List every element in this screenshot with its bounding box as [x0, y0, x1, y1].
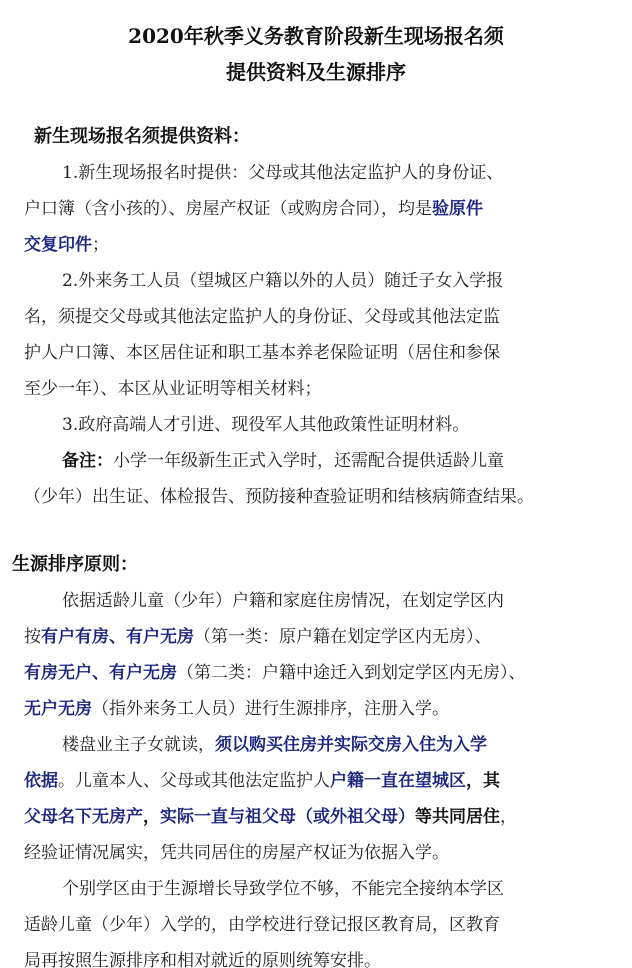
p1-line-2: [24, 622, 620, 657]
p2-line-2: [24, 766, 620, 801]
item-1-text: 户口簿（含小孩的）、房屋产权证（或购房合同），均是: [24, 199, 432, 219]
p1-line-1: 依据适龄儿童（少年）户籍和家庭住房情况，在划定学区内: [62, 591, 504, 611]
p2-emphasis-2: 依据: [24, 771, 58, 791]
p3-line-1: 个别学区由于生源增长导致学位不够，不能完全接纳本学区: [62, 879, 504, 899]
note-text: 小学一年级新生正式入学时，还需配合提供适龄儿童: [113, 451, 504, 471]
p2-text-2: 。儿童本人、父母或其他法定监护人: [58, 771, 330, 791]
section-heading-ordering: 生源排序原则：: [12, 554, 138, 575]
p1-text-4: （指外来务工人员）进行生源排序，注册入学。: [92, 699, 449, 719]
item-1-punct: ；: [92, 235, 109, 255]
document-title-line-1: 2020年秋季义务教育阶段新生现场报名须: [128, 24, 504, 48]
item-1-line-2: [24, 194, 620, 229]
item-1-line-1: 1.新生现场报名时提供：父母或其他法定监护人的身份证、: [62, 163, 504, 183]
item-2-line-4: 至少一年）、本区从业证明等相关材料；: [24, 379, 322, 399]
p2-line-3: [24, 802, 620, 837]
item-1-emphasis: 验原件: [432, 199, 483, 219]
note-line-1: [62, 446, 620, 481]
p1-text-2: （第一类：原户籍在划定学区内无房）、: [194, 627, 492, 647]
p2-comma-2: ，: [500, 807, 517, 827]
p2-line-4: 经验证情况属实，凭共同居住的房屋产权证为依据入学。: [24, 843, 449, 863]
p2-emphasis-3: 户籍一直在望城区: [330, 771, 466, 791]
p2-emphasis-4: 父母名下无房产: [24, 807, 143, 827]
p1-text-3: （第二类：户籍中途迁入到划定学区内无房）、: [177, 663, 526, 683]
p1-emphasis-2: 有房无户、有户无房: [24, 663, 177, 683]
item-2-line-2: 名，须提交父母或其他法定监护人的身份证、父母或其他法定监: [24, 307, 500, 327]
note-line-2: （少年）出生证、体检报告、预防接种查验证明和结核病筛查结果。: [24, 487, 534, 507]
item-2-line-1: 2.外来务工人员（望城区户籍以外的人员）随迁子女入学报: [62, 271, 504, 291]
p3-line-3: 局再按照生源排序和相对就近的原则统筹安排。: [24, 951, 381, 968]
p2-emphasis-5: 实际一直与祖父母（或外祖父母）: [160, 807, 415, 827]
document-title-line-2: 提供资料及生源排序: [226, 60, 406, 84]
p2-text-3: ，其: [466, 771, 500, 791]
p1-line-4: [24, 694, 620, 729]
p2-text: 楼盘业主子女就读，: [62, 735, 215, 755]
p1-emphasis: 有户有房、有户无房: [41, 627, 194, 647]
p2-line-1: [62, 730, 620, 765]
item-2-line-3: 护人户口簿、本区居住证和职工基本养老保险证明（居住和参保: [24, 343, 500, 363]
p3-line-2: 适龄儿童（少年）入学的，由学校进行登记报区教育局，区教育: [24, 915, 500, 935]
note-label: 备注：: [62, 451, 113, 471]
p1-emphasis-3: 无户无房: [24, 699, 92, 719]
p1-line-3: [24, 658, 620, 693]
p2-comma: ，: [143, 807, 160, 827]
item-1-emphasis-2: 交复印件: [24, 235, 92, 255]
p1-text: 按: [24, 627, 41, 647]
section-heading-materials: 新生现场报名须提供资料：: [34, 126, 250, 147]
p2-text-4: 等共同居住: [415, 807, 500, 827]
p2-emphasis: 须以购买住房并实际交房入住为入学: [215, 735, 487, 755]
item-3-line-1: 3.政府高端人才引进、现役军人其他政策性证明材料。: [62, 415, 470, 435]
item-1-line-3: [24, 230, 620, 265]
